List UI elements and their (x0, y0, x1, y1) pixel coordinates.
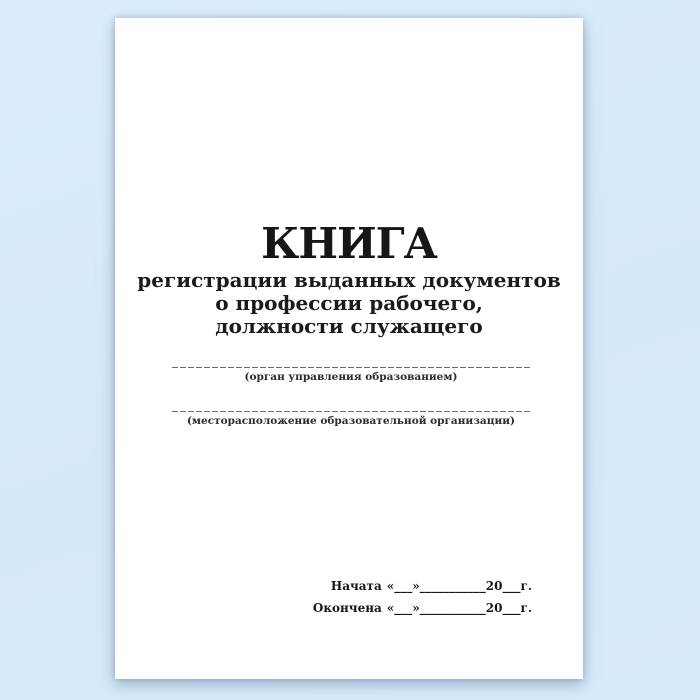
title-block (115, 221, 583, 338)
date-finished-label: Окончена (312, 601, 382, 615)
book-subtitle-line-2: о профессии рабочего, (215, 291, 483, 315)
book-subtitle-line-3: должности служащего (215, 314, 483, 338)
dates-block (313, 580, 532, 624)
book-subtitle-line-1: регистрации выданных документов (137, 268, 561, 292)
book-cover-page (115, 18, 583, 679)
date-finished-row (313, 602, 532, 615)
date-started-label: Начата (330, 579, 382, 593)
location-field-caption: (месторасположение образовательной организации) (186, 415, 516, 427)
authority-field (172, 367, 530, 384)
date-finished-value: «___»___________20___г. (386, 601, 532, 615)
location-field (172, 411, 530, 428)
authority-field-caption: (орган управления образованием) (244, 371, 458, 383)
authority-blank-line (172, 367, 530, 368)
date-started-value: «___»___________20___г. (386, 579, 532, 593)
date-started-row (313, 580, 532, 593)
location-blank-line (172, 411, 530, 412)
book-title: КНИГА (261, 219, 437, 268)
